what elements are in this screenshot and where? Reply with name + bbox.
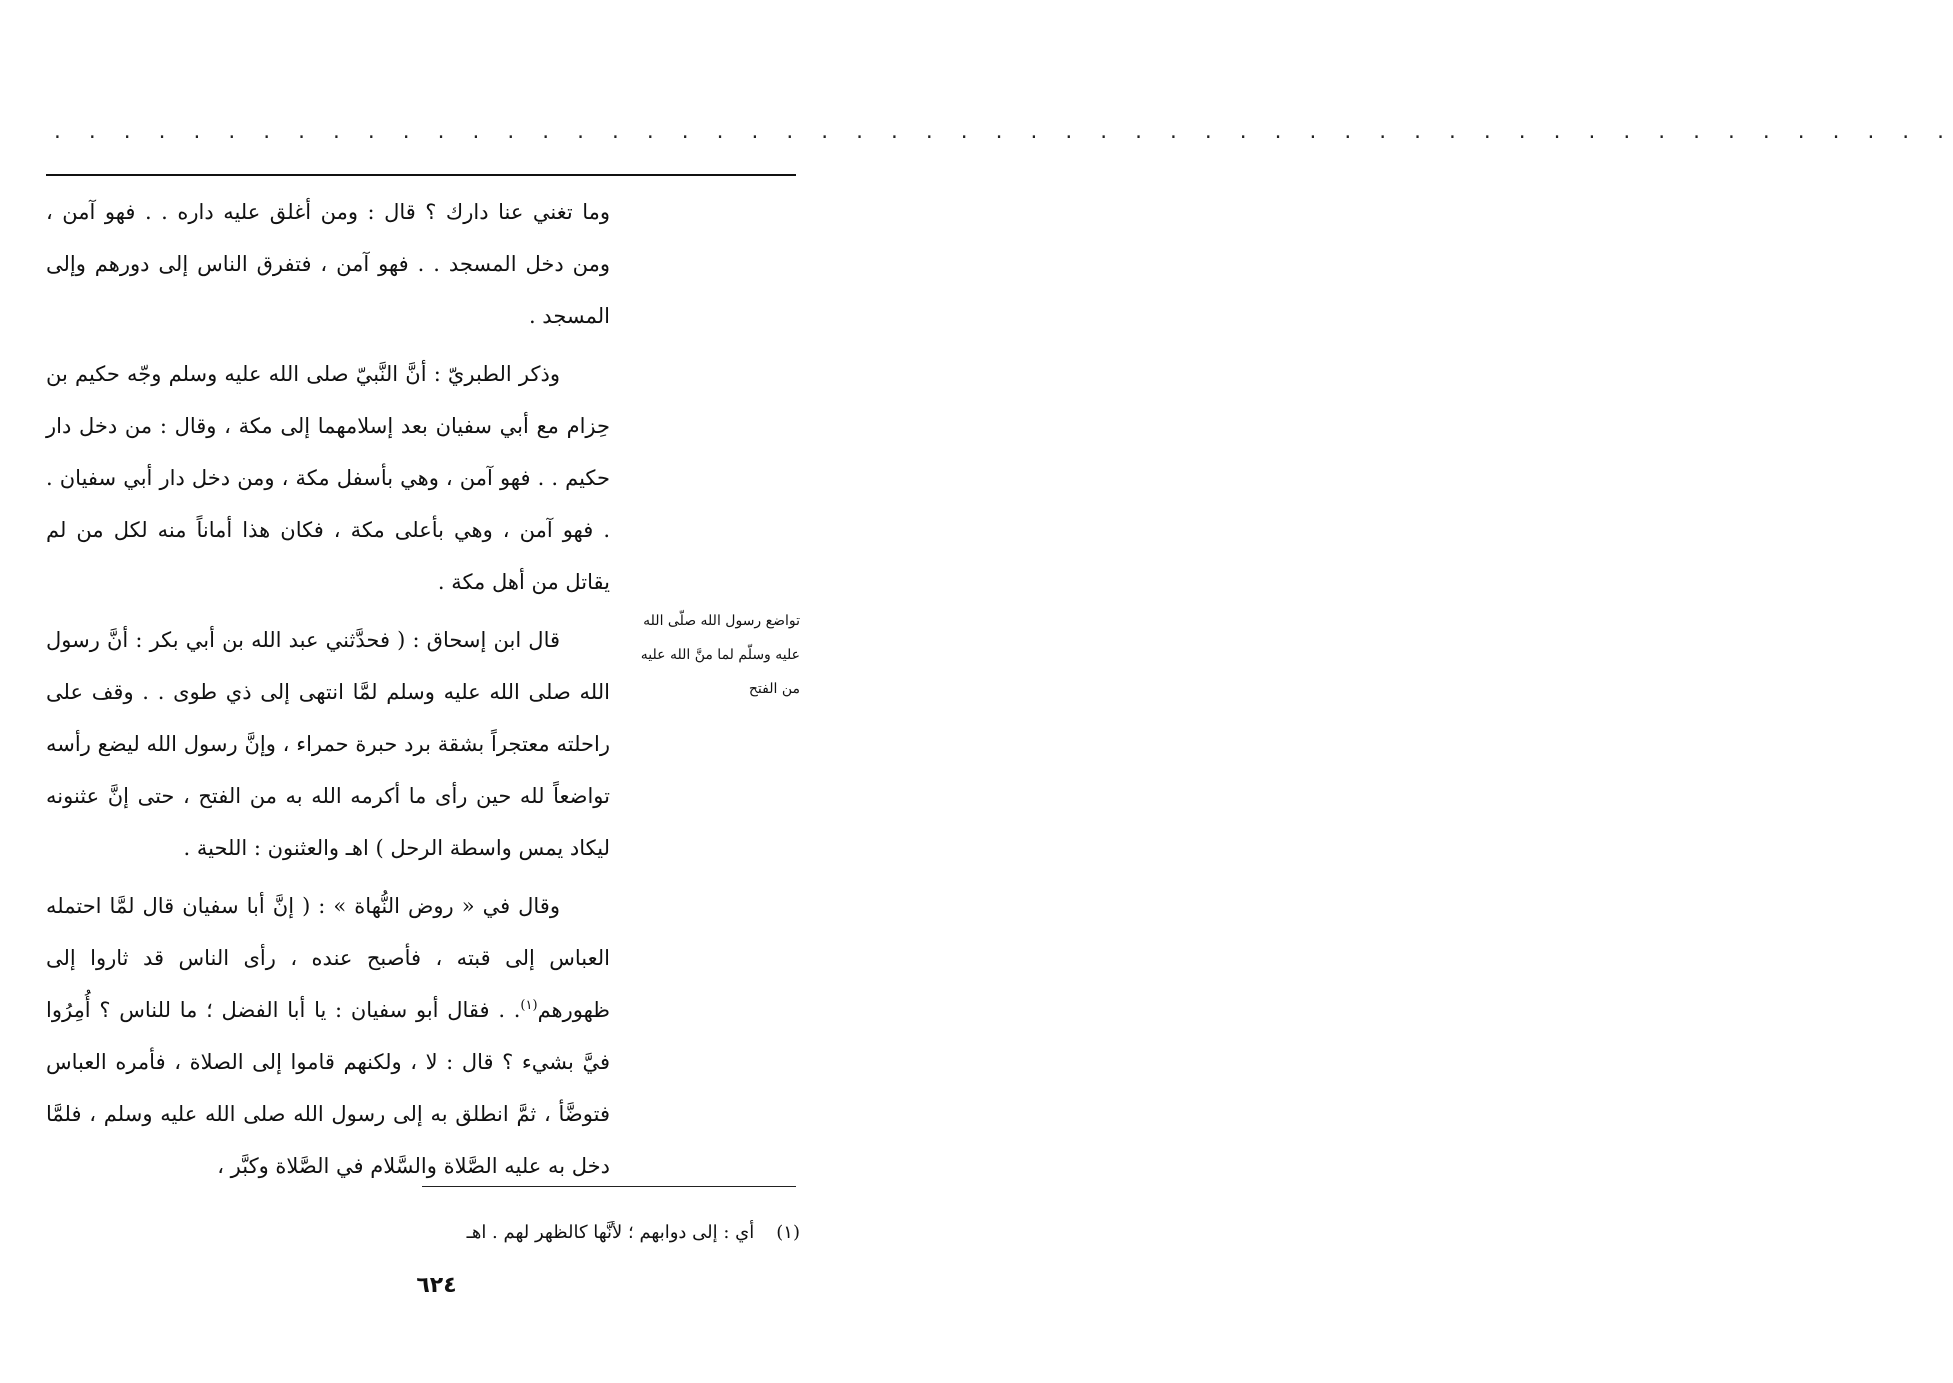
- header-rule: [46, 174, 796, 176]
- page-number: ٦٢٤: [416, 1273, 457, 1298]
- footnote-rule: [422, 1186, 796, 1187]
- paragraph-4-part-1: وقال في « روض النُّهاة » : ( إنَّ أبا سفيان قال لمَّا احتمله العباس إلى قبته ، فأصبح عنده ، رأى الناس قد ثاروا إلى ظهورهم: [46, 894, 610, 1022]
- header-dotted-line: . . . . . . . . . . . . . . . . . . . . . . . . . . . . . . . . . . . . . . . . . . . . . . . . . . . . . . .: [52, 122, 1953, 143]
- footnote-text: أي : إلى دوابهم ؛ لأنَّها كالظهر لهم . اهـ: [466, 1222, 755, 1243]
- margin-note: تواضع رسول الله صلّى الله عليه وسلّم لما منَّ الله عليه من الفتح: [640, 613, 800, 697]
- paragraph-4: [46, 880, 610, 1192]
- footnote-number: (١): [776, 1222, 800, 1243]
- paragraph-4-part-2: . . فقال أبو سفيان : يا أبا الفضل ؛ ما للناس ؟ أُمِرُوا فيَّ بشيء ؟ قال : لا ، ولكنهم قاموا إلى الصلاة ، فأمره العباس فتوضَّأ ، ثمَّ انطلق به إلى رسول الله صلى الله عليه وسلم ، فلمَّا دخل به عليه الصَّلاة والسَّلام في الصَّلاة وكبَّر ،: [46, 998, 610, 1178]
- footnote-reference: (١): [520, 998, 538, 1013]
- footnote: [300, 1218, 800, 1248]
- main-text: [46, 186, 610, 1198]
- paragraph-3: قال ابن إسحاق : ( فحدَّثني عبد الله بن أبي بكر : أنَّ رسول الله صلى الله عليه وسلم لمَّا انتهى إلى ذي طوى . . وقف على راحلته معتجراً بشقة برد حبرة حمراء ، وإنَّ رسول الله ليضع رأسه تواضعاً لله حين رأى ما أكرمه الله به من الفتح ، حتى إنَّ عثنونه ليكاد يمس واسطة الرحل ) اهـ والعثنون : اللحية .: [46, 628, 611, 860]
- paragraph-2: وذكر الطبريّ : أنَّ النَّبيّ صلى الله عليه وسلم وجّه حكيم بن حِزام مع أبي سفيان بعد إسلامهما إلى مكة ، وقال : من دخل دار حكيم . . فهو آمن ، وهي بأسفل مكة ، ومن دخل دار أبي سفيان . . فهو آمن ، وهي بأعلى مكة ، فكان هذا أماناً منه لكل من لم يقاتل من أهل مكة .: [46, 362, 610, 594]
- paragraph-1: وما تغني عنا دارك ؟ قال : ومن أغلق عليه داره . . فهو آمن ، ومن دخل المسجد . . فهو آمن ، فتفرق الناس إلى دورهم وإلى المسجد .: [46, 200, 610, 328]
